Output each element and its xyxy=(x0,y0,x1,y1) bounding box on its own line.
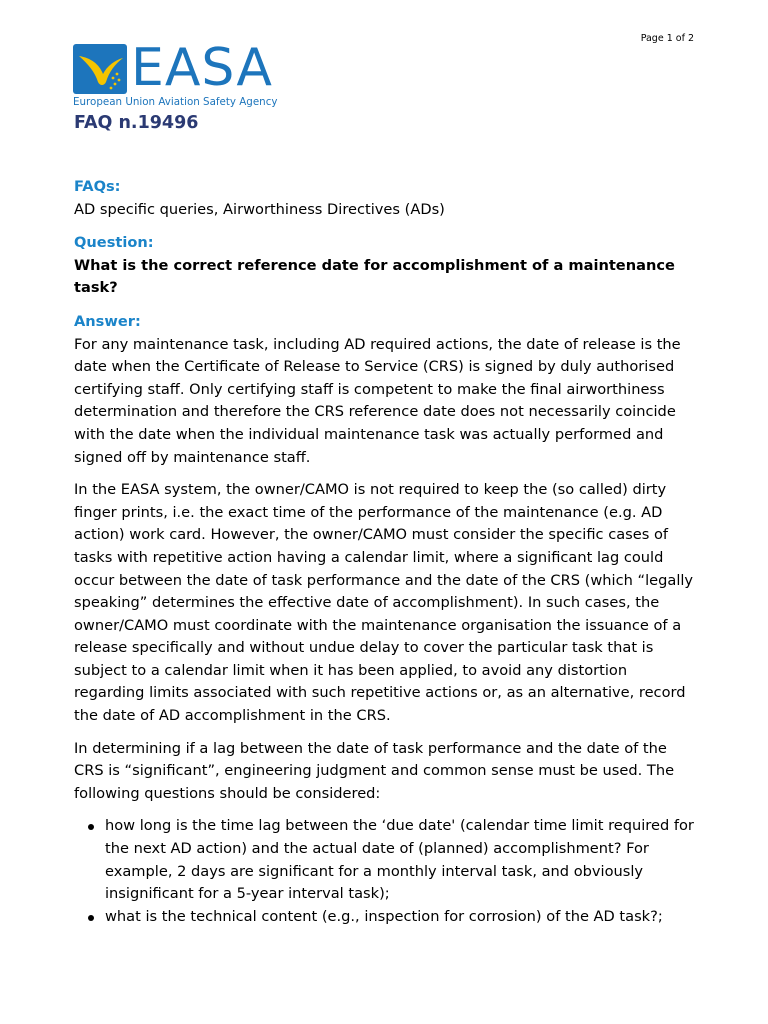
bullet-icon xyxy=(88,915,94,921)
easa-logo xyxy=(73,38,283,112)
answer-paragraph: For any maintenance task, including AD required actions, the date of release is the date when the Certificate of Release to Service (CRS) is signed by duly authorised certifying staff. Only certifying staff is competent to make the final airworthiness determination and therefore the CRS reference date does not necessarily coincide with the date when the individual maintenance task was actually performed and signed off by maintenance staff. xyxy=(74,335,681,466)
bullet-icon xyxy=(88,824,94,830)
question-text: What is the correct reference date for accomplishment of a maintenance task? xyxy=(74,256,675,297)
list-item xyxy=(74,815,694,905)
answer-paragraph: In determining if a lag between the date of task performance and the date of the CRS is “significant”, engineering judgment and common sense must be used. The following questions should be considered: xyxy=(74,739,675,802)
answer-paragraph: In the EASA system, the owner/CAMO is not required to keep the (so called) dirty finger prints, i.e. the exact time of the performance of the maintenance (e.g. AD action) work card. However, the owner/CAMO must consider the specific cases of tasks with repetitive action having a calendar limit, where a significant lag could occur between the date of task performance and the date of the CRS (which “legally speaking” determines the effective date of accomplishment). In such cases, the owner/CAMO must coordinate with the maintenance organisation the issuance of a release specifically and without undue delay to cover the particular task that is subject to a calendar limit when it has been applied, to avoid any distortion regarding limits associated with such repetitive actions or, as an alternative, record the date of AD accomplishment in the CRS. xyxy=(74,481,694,725)
easa-bird-logo-icon xyxy=(73,44,127,94)
logo-tagline: European Union Aviation Safety Agency xyxy=(73,96,278,108)
logo-wordmark: EASA xyxy=(131,38,273,98)
faq-title: FAQ n.19496 xyxy=(74,113,199,133)
faq-content xyxy=(74,176,694,928)
faqs-categories: AD specific queries, Airworthiness Directives (ADs) xyxy=(74,200,445,218)
question-label: Question: xyxy=(74,234,154,252)
faqs-label: FAQs: xyxy=(74,178,121,195)
list-item-text: what is the technical content (e.g., inspection for corrosion) of the AD task?; xyxy=(105,907,663,925)
answer-label: Answer: xyxy=(74,312,141,330)
list-item-text: how long is the time lag between the ‘due date' (calendar time limit required for the next AD action) and the actual date of (planned) accomplishment? For example, 2 days are significant for a monthly interval task, and obviously insignificant for a 5-year interval task); xyxy=(105,817,694,903)
page-number: Page 1 of 2 xyxy=(640,33,694,44)
list-item xyxy=(74,906,694,929)
considerations-list xyxy=(74,815,694,928)
